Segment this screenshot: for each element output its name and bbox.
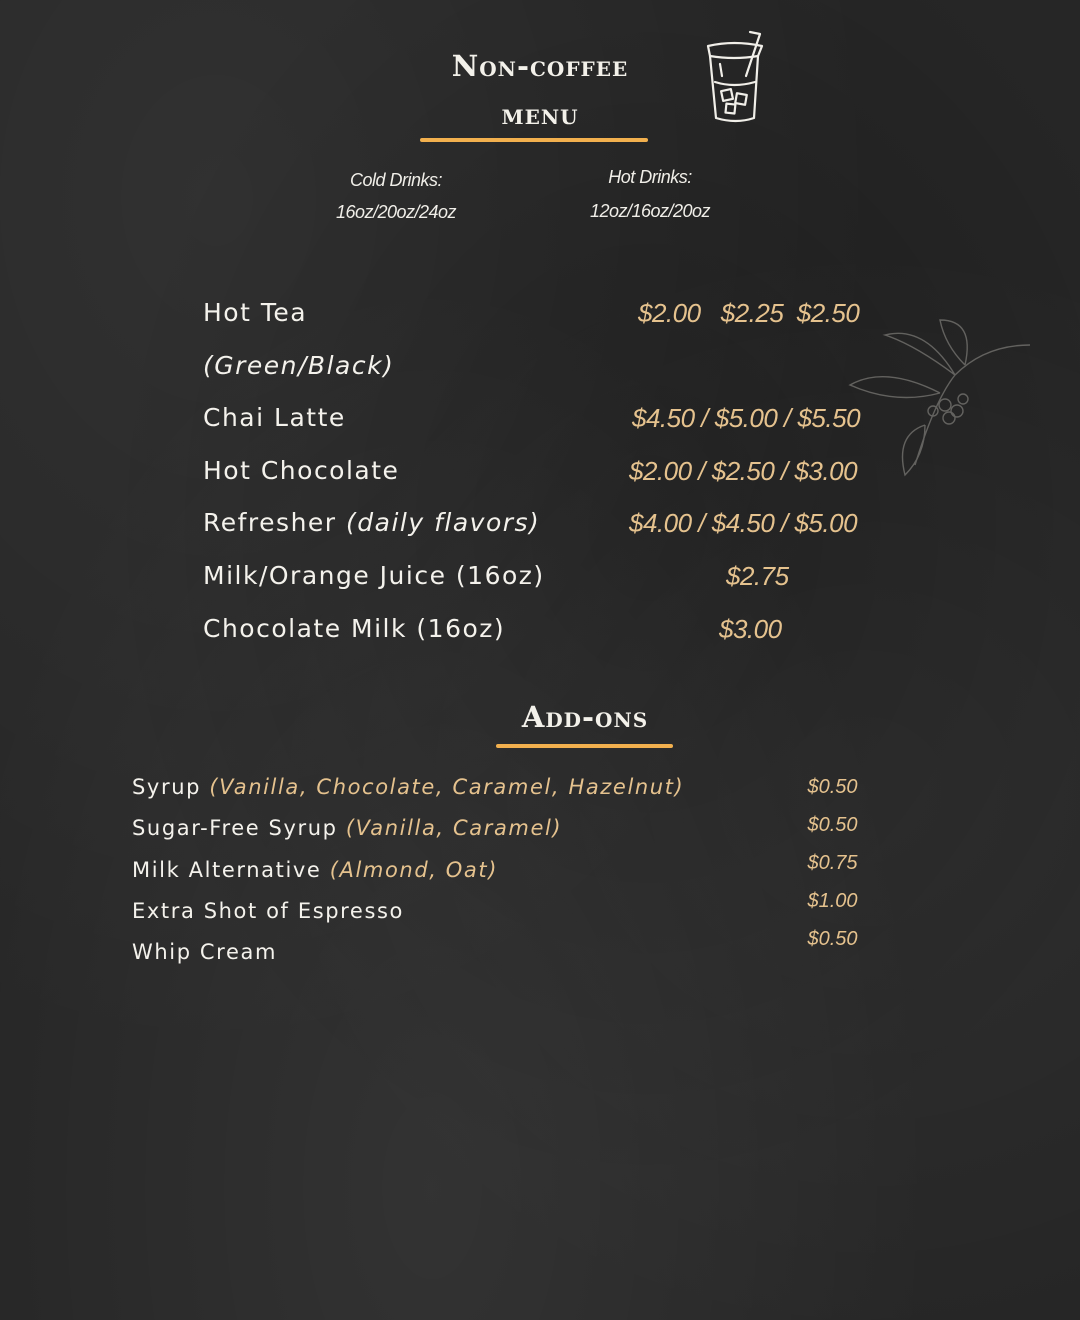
title-underline — [420, 138, 648, 142]
drink-name-milk-orange-juice: Milk/Orange Juice (16oz) — [203, 561, 545, 590]
addon-price-milk-alternative: $0.75 — [807, 852, 858, 874]
drink-name-chocolate-milk: Chocolate Milk (16oz) — [203, 614, 506, 643]
drink-hint-refresher: (daily flavors) — [346, 508, 541, 537]
addon-extra-shot — [132, 899, 404, 923]
addon-options: (Almond, Oat) — [329, 858, 499, 882]
iced-drink-icon — [700, 30, 770, 126]
drink-price-hot-chocolate: $2.00 / $2.50 / $3.00 — [629, 456, 858, 486]
drink-name-hot-chocolate: Hot Chocolate — [203, 456, 400, 485]
menu-title — [380, 42, 700, 138]
menu-title-line1: Non-coffee — [451, 49, 629, 83]
addon-price-sugar-free-syrup: $0.50 — [807, 814, 858, 836]
hot-drinks-label: Hot Drinks: — [608, 167, 692, 187]
addon-price-extra-shot: $1.00 — [807, 890, 858, 912]
addon-options: (Vanilla, Caramel) — [345, 816, 563, 840]
addon-name: Syrup — [132, 775, 210, 799]
addon-whip-cream — [132, 940, 277, 964]
drink-price-chocolate-milk: $3.00 — [719, 614, 782, 644]
menu-title-line2: menu — [501, 97, 579, 131]
addon-sugar-free-syrup — [132, 816, 562, 840]
drink-hint-text: (Green/Black) — [203, 351, 395, 380]
drink-price-hot-tea: $2.00 $2.25 $2.50 — [638, 298, 860, 328]
drink-name-hot-tea: Hot Tea — [203, 298, 308, 327]
cold-drinks-size-list: 16oz/20oz/24oz — [335, 202, 457, 222]
drink-name-refresher: Refresher — [203, 508, 347, 537]
addon-name: Milk Alternative — [132, 858, 330, 882]
addons-underline — [496, 744, 673, 748]
drink-hint-hot-tea — [203, 351, 394, 380]
drink-refresher — [203, 508, 540, 537]
hot-drinks-sizes — [564, 160, 736, 228]
addon-name: Sugar-Free Syrup — [132, 816, 346, 840]
cold-drinks-sizes — [310, 164, 482, 228]
addon-milk-alternative — [132, 858, 498, 882]
coffee-branch-icon — [845, 315, 1035, 485]
addon-name: Whip Cream — [132, 940, 277, 964]
drink-price-refresher: $4.00 / $4.50 / $5.00 — [629, 508, 858, 538]
addon-price-whip-cream: $0.50 — [807, 928, 858, 950]
addon-syrup — [132, 775, 684, 799]
drink-price-chai-latte: $4.50 / $5.00 / $5.50 — [632, 403, 861, 433]
addon-name: Extra Shot of Espresso — [132, 899, 404, 923]
drink-price-milk-orange-juice: $2.75 — [726, 561, 789, 591]
addon-price-syrup: $0.50 — [807, 776, 858, 798]
hot-drinks-size-list: 12oz/16oz/20oz — [589, 201, 711, 221]
drink-name-chai-latte: Chai Latte — [203, 403, 346, 432]
addon-options: (Vanilla, Chocolate, Caramel, Hazelnut) — [209, 775, 685, 799]
addons-title: Add-ons — [521, 700, 649, 734]
cold-drinks-label: Cold Drinks: — [349, 170, 443, 190]
